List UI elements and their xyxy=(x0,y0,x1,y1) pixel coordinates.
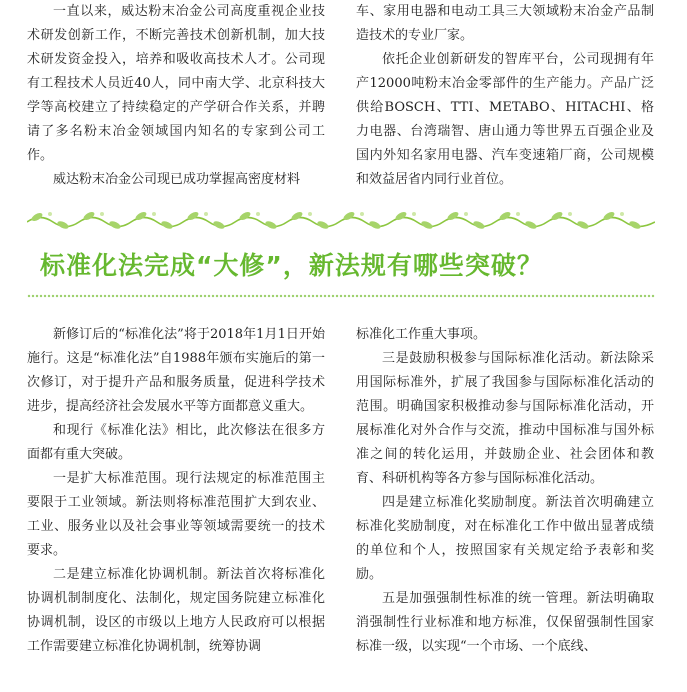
paragraph: 车、家用电器和电动工具三大领域粉末冶金产品制造技术的专业厂家。 xyxy=(356,4,654,43)
paragraph: 新修订后的“标准化法”将于2018年1月1日开始施行。这是“标准化法”自1988年颁布实施后的第一次修订，对于提升产品和服务质量，促进科学技术进步，提高经济社会发展水平等方面都意义重大。 xyxy=(27,327,325,414)
paragraph: 一是扩大标准范围。现行法规定的标准范围主要限于工业领域。新法则将标准范围扩大到农业、工业、服务业以及社会事业等领域需要统一的技术要求。 xyxy=(27,471,325,558)
top-left-column xyxy=(27,0,325,192)
article-left-column xyxy=(27,323,325,659)
article-right-column xyxy=(356,323,654,659)
paragraph: 一直以来，威达粉末冶金公司高度重视企业技术研发创新工作，不断完善技术创新机制，加大技术研发资金投入，培养和吸收高技术人才。公司现有工程技术人员近40人，同中南大学、北京科技大学等高校建立了持续稳定的产学研合作关系，并聘请了多名粉末冶金领域国内知名的专家到公司工作。 xyxy=(27,4,325,163)
paragraph: 四是建立标准化奖励制度。新法首次明确建立标准化奖励制度，对在标准化工作中做出显著成绩的单位和个人，按照国家有关规定给予表彰和奖励。 xyxy=(356,495,654,582)
paragraph: 威达粉末冶金公司现已成功掌握高密度材料 xyxy=(53,172,301,187)
paragraph: 依托企业创新研发的智库平台，公司现拥有年产12000吨粉末冶金零部件的生产能力。产品广泛供给BOSCH、TTI、METABO、HITACHI、格力电器、台湾瑞智、唐山通力等世界五百强企业及国内外知名家用电器、汽车变速箱厂商，公司规模和效益居省内同行业首位。 xyxy=(356,52,654,187)
top-right-column xyxy=(356,0,654,192)
paragraph: 标准化工作重大事项。 xyxy=(356,327,487,342)
vine-divider-icon xyxy=(27,207,655,233)
paragraph: 和现行《标准化法》相比，此次修法在很多方面都有重大突破。 xyxy=(27,423,325,462)
title-underline xyxy=(27,294,655,298)
paragraph: 五是加强强制性标准的统一管理。新法明确取消强制性行业标准和地方标准，仅保留强制性国家标准一级，以实现“一个市场、一个底线、 xyxy=(356,591,654,654)
paragraph: 三是鼓励积极参与国际标准化活动。新法除采用国际标准外，扩展了我国参与国际标准化活动的范围。明确国家积极推动参与国际标准化活动，开展标准化对外合作与交流，推动中国标准与国外标准之间的转化运用，并鼓励企业、社会团体和教育、科研机构等各方参与国际标准化活动。 xyxy=(356,351,654,486)
paragraph: 二是建立标准化协调机制。新法首次将标准化协调机制制度化、法制化，规定国务院建立标准化协调机制，设区的市级以上地方人民政府可以根据工作需要建立标准化协调机制，统筹协调 xyxy=(27,567,325,654)
article-title: 标准化法完成“大修”，新法规有哪些突破？ xyxy=(40,251,543,280)
